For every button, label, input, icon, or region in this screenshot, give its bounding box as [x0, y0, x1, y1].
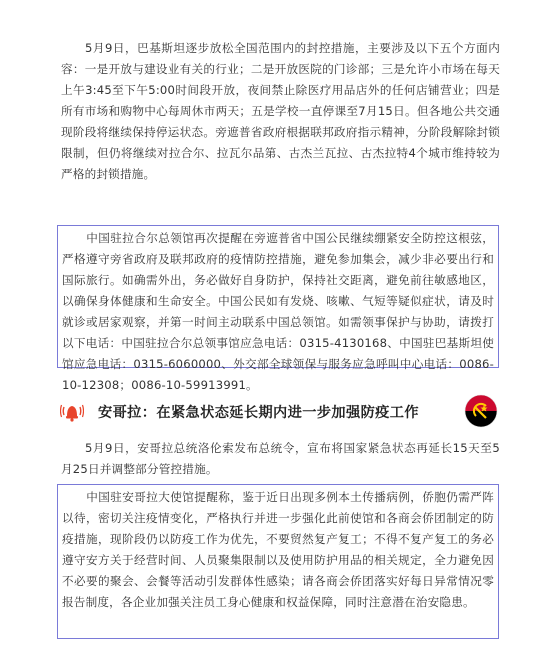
alarm-bell-icon	[60, 401, 84, 423]
pakistan-paragraph-text: 5月9日，巴基斯坦逐步放松全国范围内的封控措施，主要涉及以下五个方面内容：一是开放与建设业有关的行业；二是开放医院的门诊部；三是允许小市场在每天上午3:45至下午5:00时间段开放，夜间禁止除医疗用品店外的任何店铺营业；四是所有市场和购物中心每周休市两天；五是学校一直停课至7月15日。但各地公共交通现阶段将继续保持停运状态。旁遮普省政府根据联邦政府指示精神，分阶段解除封锁限制，但仍将继续对拉合尔、拉瓦尔品第、古杰兰瓦拉、古杰拉特4个城市维持较为严格的封锁措施。	[61, 41, 500, 181]
angola-section-header	[60, 394, 496, 428]
angola-flag-icon	[464, 394, 498, 428]
pakistan-embassy-notice	[57, 225, 499, 392]
angola-section-title: 安哥拉：在紧急状态延长期内进一步加强防疫工作	[98, 405, 419, 421]
pakistan-notice-text: 中国驻拉合尔总领馆再次提醒在旁遮普省中国公民继续绷紧安全防控这根弦，严格遵守旁省政府及联邦政府的疫情防控措施，避免参加集会，减少非必要出行和国际旅行。如确需外出，务必做好自身防护，保持社交距离，避免前往敏感地区，以确保身体健康和生命安全。中国公民如有发烧、咳嗽、气短等疑似症状，请及时就诊或居家观察，并第一时间主动联系中国总领馆。如需领事保护与协助，请拨打以下电话：中国驻拉合尔总领事馆应急电话：0315-4130168、中国驻巴基斯坦使馆应急电话：0315-6060000、外交部全球领保与服务应急呼叫中心电话：0086-10-12308；0086-10-59913991。	[62, 231, 494, 392]
angola-paragraph-text: 5月9日，安哥拉总统洛伦索发布总统令，宣布将国家紧急状态再延长15天至5月25日并调整部分管控措施。	[61, 441, 500, 476]
angola-notice-text: 中国驻安哥拉大使馆提醒称，鉴于近日出现多例本土传播病例，侨胞仍需严阵以待，密切关注疫情变化，严格执行并进一步强化此前使馆和各商会侨团制定的防疫措施，现阶段仍以防疫工作为优先，不要贸然复产复工；不得不复产复工的务必遵守安方关于经营时间、人员聚集限制以及使用防护用品的相关规定，全力避免因不必要的聚会、会餐等活动引发群体性感染；请各商会侨团落实好每日异常情况零报告制度，各企业加强关注员工身心健康和权益保障，同时注意潜在治安隐患。	[62, 490, 494, 609]
angola-embassy-notice	[57, 484, 499, 639]
pakistan-paragraph	[61, 38, 500, 185]
angola-paragraph	[61, 438, 500, 480]
